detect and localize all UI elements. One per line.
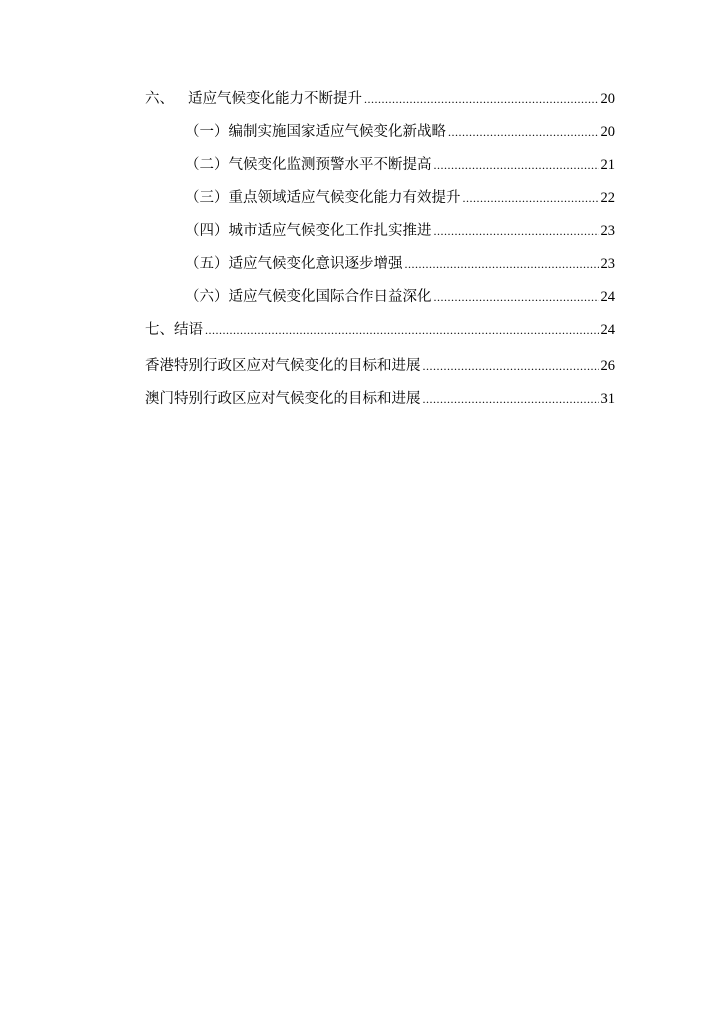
toc-entry-macau[interactable] [145,388,615,410]
toc-entry-title: 香港特别行政区应对气候变化的目标和进展 [145,358,421,374]
toc-page-number: 23 [600,256,615,272]
toc-entry-title: （一）编制实施国家适应气候变化新战略 [185,124,446,140]
toc-entry-6-5[interactable] [185,253,615,275]
toc-entry-title: （三）重点领域适应气候变化能力有效提升 [185,190,461,206]
toc-entry-hongkong[interactable] [145,355,615,377]
toc-entry-section-7[interactable] [145,319,615,341]
toc-page-number: 26 [600,358,615,374]
toc-entry-title: （六）适应气候变化国际合作日益深化 [185,289,432,305]
toc-entry-6-6[interactable] [185,286,615,308]
toc-page-number: 31 [600,391,615,407]
toc-entry-6-1[interactable] [185,121,615,143]
toc-leader-dots [434,220,599,242]
toc-page-number: 20 [600,124,615,140]
toc-entry-title: （五）适应气候变化意识逐步增强 [185,256,403,272]
toc-entry-6-3[interactable] [185,187,615,209]
toc-entry-6-2[interactable] [185,154,615,176]
toc-section-number: 六、 [145,91,174,107]
toc-entry-title: （四）城市适应气候变化工作扎实推进 [185,223,432,239]
toc-page-number: 23 [600,223,615,239]
toc-leader-dots [423,355,599,377]
toc-page-number: 24 [600,289,615,305]
toc-leader-dots [448,121,599,143]
toc-entry-6-4[interactable] [185,220,615,242]
toc-entry-title: 澳门特别行政区应对气候变化的目标和进展 [145,391,421,407]
toc-leader-dots [205,319,599,341]
toc-leader-dots [405,253,599,275]
toc-leader-dots [434,154,599,176]
toc-leader-dots [423,388,599,410]
toc-page-number: 20 [600,91,615,107]
toc-leader-dots [364,88,599,110]
toc-page-number: 22 [600,190,615,206]
toc-leader-dots [463,187,599,209]
toc-entry-title: （二）气候变化监测预警水平不断提高 [185,157,432,173]
toc-page-number: 21 [600,157,615,173]
toc-entry-title: 七、结语 [145,322,203,338]
toc-entry-section-6[interactable] [145,88,615,110]
toc-page-number: 24 [600,322,615,338]
toc-leader-dots [434,286,599,308]
toc-entry-title: 适应气候变化能力不断提升 [188,91,362,107]
